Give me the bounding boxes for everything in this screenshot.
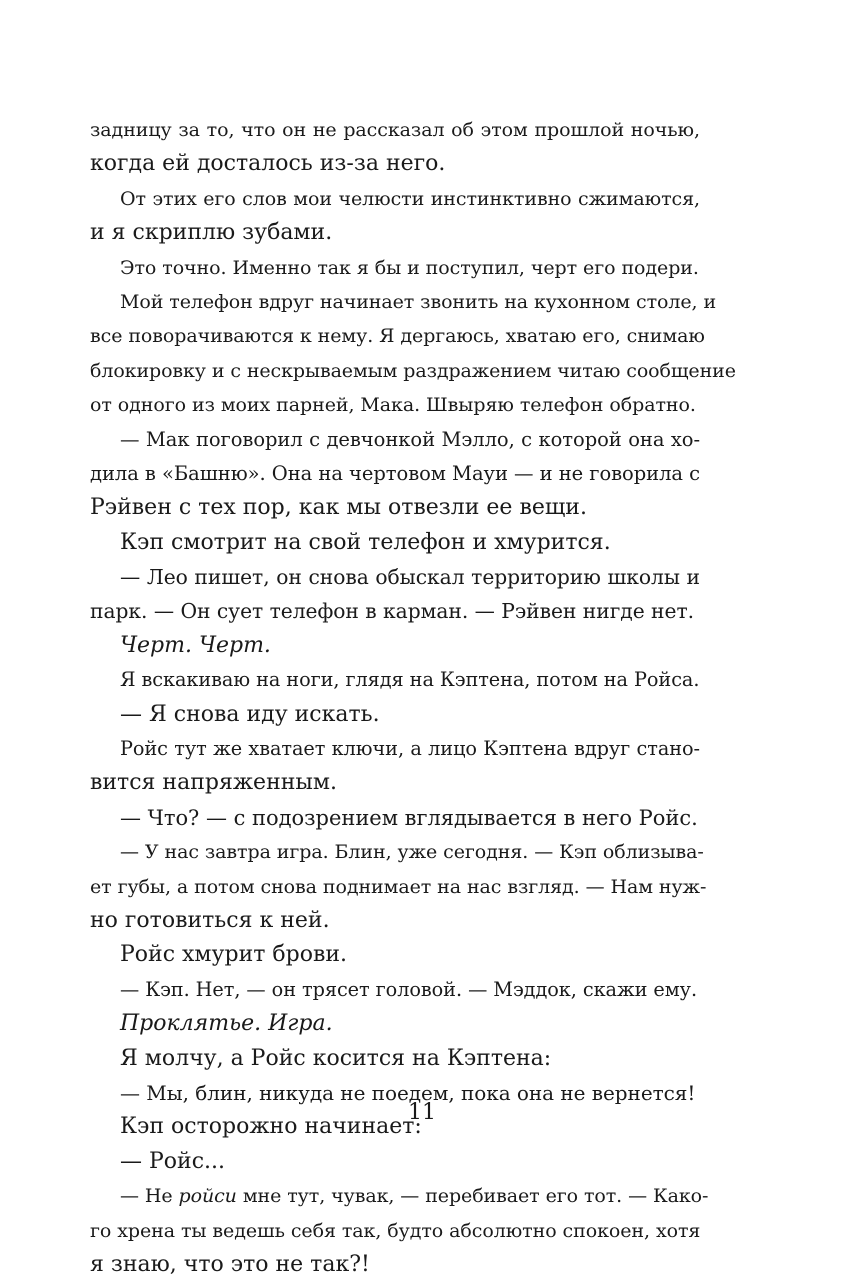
text-segment: — Кэп. Нет, — он трясет головой. — Мэддок, скажи ему. bbox=[120, 977, 697, 1001]
text-segment: ет губы, а потом снова поднимает на нас взгляд. — Нам нуж- bbox=[90, 875, 707, 898]
text-line bbox=[90, 870, 707, 904]
text-segment: — У нас завтра игра. Блин, уже сегодня. — Кэп облизыва- bbox=[120, 841, 704, 864]
text-line bbox=[90, 388, 700, 422]
text-segment: — Не bbox=[120, 1185, 179, 1208]
text-segment: Рэйвен с тех пор, как мы отвезли ее вещи. bbox=[90, 495, 587, 521]
text-segment: — Мы, блин, никуда не поедем, пока она не вернется! bbox=[120, 1080, 696, 1105]
text-segment: вится напряженным. bbox=[90, 770, 338, 796]
text-segment: От этих его слов мои челюсти инстинктивно сжимаются, bbox=[120, 187, 700, 210]
text-segment: Кэп осторожно начинает: bbox=[120, 1114, 422, 1140]
text-segment: го хрена ты ведешь себя так, будто абсолютно спокоен, хотя bbox=[90, 1219, 701, 1242]
text-line bbox=[90, 1042, 700, 1076]
text-line bbox=[90, 1179, 709, 1213]
text-segment: дила в «Башню». Она на чертовом Мауи — и не говорила с bbox=[90, 461, 700, 485]
text-line bbox=[90, 423, 700, 457]
text-segment: и я скриплю зубами. bbox=[90, 220, 333, 246]
text-segment: — Мак поговорил с девчонкой Мэлло, с которой она хо- bbox=[120, 427, 700, 451]
text-segment: — Что? — с подозрением вглядывается в него Ройс. bbox=[120, 805, 698, 830]
text-line bbox=[90, 491, 700, 525]
text-line bbox=[90, 594, 700, 628]
text-line bbox=[90, 354, 736, 388]
text-line bbox=[90, 801, 700, 835]
text-segment: блокировку и с нескрываемым раздражением читаю сообщение bbox=[90, 359, 736, 382]
text-line bbox=[90, 147, 700, 181]
text-line bbox=[90, 904, 700, 938]
italic-text: Черт. Черт. bbox=[120, 632, 271, 658]
text-segment: — Я снова иду искать. bbox=[120, 701, 380, 727]
text-segment: — Ройс... bbox=[120, 1148, 226, 1174]
page-number: 11 bbox=[408, 1100, 436, 1125]
text-line bbox=[90, 113, 700, 147]
text-line bbox=[90, 938, 700, 972]
text-segment: Ройс хмурит брови. bbox=[120, 942, 348, 968]
text-line bbox=[90, 1248, 700, 1282]
text-segment: Я молчу, а Ройс косится на Кэптена: bbox=[120, 1045, 552, 1071]
text-segment: Ройс тут же хватает ключи, а лицо Кэптена вдруг стано- bbox=[120, 737, 700, 761]
text-line bbox=[90, 663, 700, 697]
text-line bbox=[90, 216, 700, 250]
text-segment: — Лео пишет, он снова обыскал территорию школы и bbox=[120, 565, 700, 590]
text-line bbox=[90, 766, 700, 800]
text-line bbox=[90, 1007, 700, 1041]
text-line bbox=[90, 732, 700, 766]
text-segment: задницу за то, что он не рассказал об этом прошлой ночью, bbox=[90, 119, 700, 141]
text-line bbox=[90, 629, 700, 663]
text-line bbox=[90, 560, 700, 594]
text-line bbox=[90, 182, 700, 216]
text-segment: я знаю, что это не так?! bbox=[90, 1251, 370, 1277]
text-segment: Кэп смотрит на свой телефон и хмурится. bbox=[120, 529, 611, 555]
text-segment: когда ей досталось из-за него. bbox=[90, 151, 446, 177]
text-line bbox=[90, 285, 717, 319]
text-segment: Это точно. Именно так я бы и поступил, черт его подери. bbox=[120, 256, 699, 279]
text-segment: все поворачиваются к нему. Я дергаюсь, хватаю его, снимаю bbox=[90, 325, 705, 348]
text-segment: парк. — Он сует телефон в карман. — Рэйвен нигде нет. bbox=[90, 599, 695, 624]
text-segment: от одного из моих парней, Мака. Швыряю телефон обратно. bbox=[90, 394, 696, 417]
text-line bbox=[90, 973, 700, 1007]
italic-text: ройси bbox=[178, 1185, 237, 1208]
text-line bbox=[90, 1214, 700, 1248]
text-line bbox=[90, 319, 705, 353]
text-segment: но готовиться к ней. bbox=[90, 907, 330, 933]
text-line bbox=[90, 698, 700, 732]
text-line bbox=[90, 457, 700, 491]
italic-text: Проклятье. Игра. bbox=[120, 1011, 333, 1037]
text-segment: Мой телефон вдруг начинает звонить на кухонном столе, и bbox=[120, 290, 717, 313]
text-line bbox=[90, 251, 700, 285]
text-line bbox=[90, 835, 704, 869]
text-segment: мне тут, чувак, — перебивает его тот. — Како- bbox=[236, 1185, 709, 1208]
text-segment: Я вскакиваю на ноги, глядя на Кэптена, потом на Ройса. bbox=[120, 668, 700, 692]
text-line bbox=[90, 1145, 700, 1179]
text-line bbox=[90, 526, 700, 560]
